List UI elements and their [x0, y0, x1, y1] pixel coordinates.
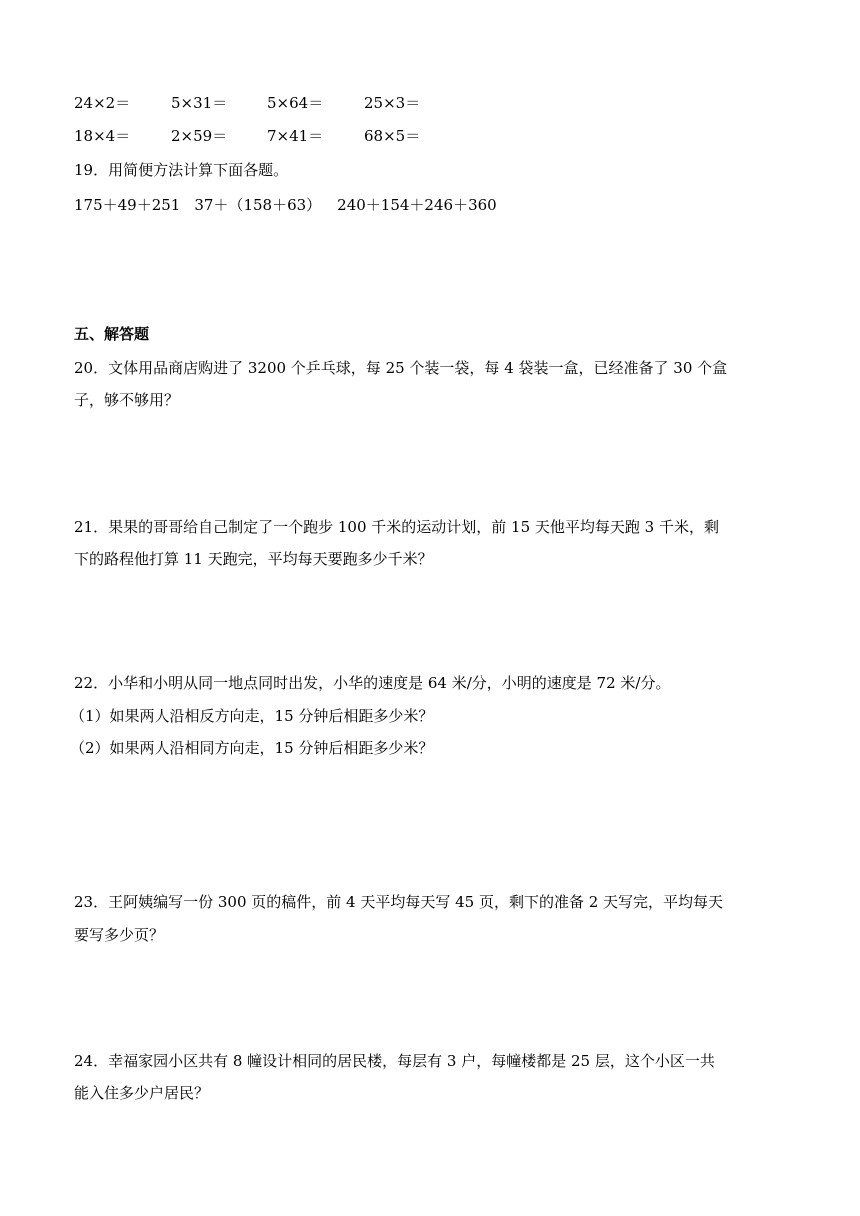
calc-item: 2×59＝: [171, 127, 228, 145]
question-21-line-2: 下的路程他打算 11 天跑完，平均每天要跑多少千米？: [74, 550, 433, 568]
calc-item: 5×64＝: [267, 94, 324, 112]
question-24-line-1: 24．幸福家园小区共有 8 幢设计相同的居民楼，每层有 3 户，每幢楼都是 25 层，这个小区一共: [74, 1052, 715, 1070]
calc-item: 25×3＝: [364, 94, 421, 112]
question-19-title: 19．用简便方法计算下面各题。: [74, 161, 289, 179]
question-19-expressions: [74, 194, 497, 215]
expression: 240＋154＋246＋360: [337, 196, 497, 214]
question-22-sub-1: （1）如果两人沿相反方向走，15 分钟后相距多少米？: [70, 707, 434, 725]
expression: 175＋49＋251: [74, 196, 181, 214]
question-22-line-1: 22．小华和小明从同一地点同时出发，小华的速度是 64 米/分，小明的速度是 72 米/分。: [74, 674, 671, 692]
question-23-line-1: 23．王阿姨编写一份 300 页的稿件，前 4 天平均每天写 45 页，剩下的准备 2 天写完，平均每天: [74, 893, 724, 911]
calc-item: 18×4＝: [74, 127, 131, 145]
question-23-line-2: 要写多少页？: [74, 926, 165, 944]
calc-item: 5×31＝: [171, 94, 228, 112]
calc-item: 7×41＝: [267, 127, 324, 145]
question-24-line-2: 能入住多少户居民？: [74, 1084, 210, 1102]
question-20-line-1: 20．文体用品商店购进了 3200 个乒乓球，每 25 个装一袋，每 4 袋装一盒，已经准备了 30 个盒: [74, 359, 728, 377]
calc-row-2: [74, 125, 420, 146]
question-22-sub-2: （2）如果两人沿相同方向走，15 分钟后相距多少米？: [70, 739, 434, 757]
calc-row-1: [74, 92, 420, 113]
question-21-line-1: 21．果果的哥哥给自己制定了一个跑步 100 千米的运动计划，前 15 天他平均每天跑 3 千米，剩: [74, 518, 719, 536]
question-20-line-2: 子，够不够用？: [74, 391, 180, 409]
expression: 37＋（158＋63）: [194, 196, 322, 214]
calc-item: 68×5＝: [364, 127, 421, 145]
calc-item: 24×2＝: [74, 94, 131, 112]
section-heading: 五、解答题: [74, 325, 150, 343]
